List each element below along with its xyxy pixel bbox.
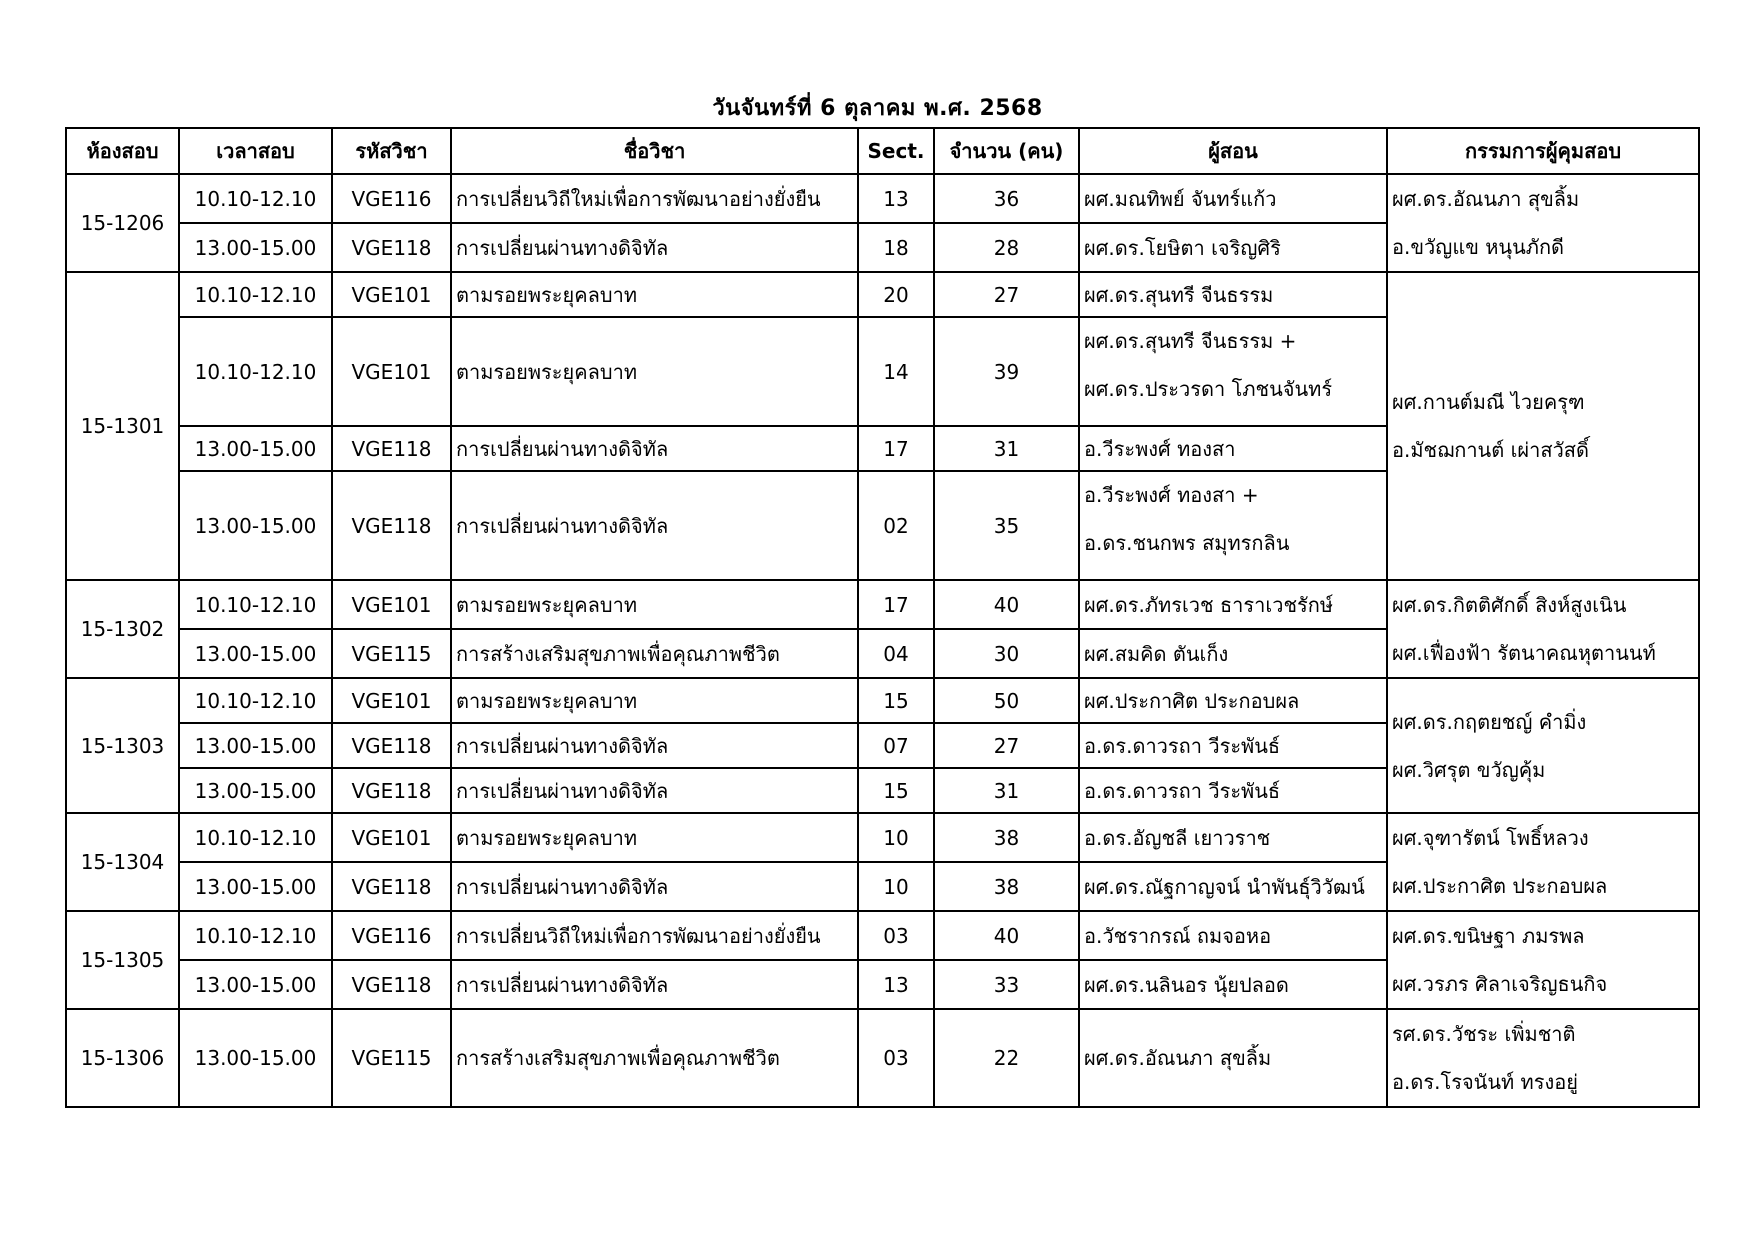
course-name-cell: ตามรอยพระยุคลบาท	[451, 317, 858, 426]
proctors-cell	[1387, 813, 1699, 911]
course-name-cell: การเปลี่ยนผ่านทางดิจิทัล	[451, 768, 858, 813]
course-code-cell: VGE101	[332, 580, 451, 629]
student-count-cell: 40	[934, 580, 1079, 629]
student-count-cell: 38	[934, 813, 1079, 862]
proctor-name: ผศ.ดร.กิตติศักดิ์ สิงห์สูงเนิน	[1392, 593, 1627, 617]
header-count: จำนวน (คน)	[934, 128, 1079, 174]
student-count-cell: 31	[934, 768, 1079, 813]
table-row	[66, 580, 1699, 629]
student-count-cell: 22	[934, 1009, 1079, 1107]
student-count-cell: 39	[934, 317, 1079, 426]
proctors-cell	[1387, 678, 1699, 813]
proctors-cell	[1387, 580, 1699, 678]
section-cell: 17	[858, 426, 934, 471]
instructor-cell	[1079, 678, 1387, 723]
section-cell: 15	[858, 678, 934, 723]
instructor-cell	[1079, 317, 1387, 426]
course-name-cell: การสร้างเสริมสุขภาพเพื่อคุณภาพชีวิต	[451, 629, 858, 678]
course-code-cell: VGE118	[332, 426, 451, 471]
course-name-cell: ตามรอยพระยุคลบาท	[451, 272, 858, 317]
proctor-name: ผศ.จุฑารัตน์ โพธิ์หลวง	[1392, 826, 1589, 850]
table-row	[66, 272, 1699, 317]
course-name-cell: การเปลี่ยนผ่านทางดิจิทัล	[451, 426, 858, 471]
course-code-cell: VGE101	[332, 317, 451, 426]
instructor-name: อ.ดร.อัญชลี เยาวราช	[1084, 825, 1271, 850]
course-code-cell: VGE118	[332, 223, 451, 272]
proctor-name: ผศ.ประกาศิต ประกอบผล	[1392, 874, 1608, 898]
instructor-cell	[1079, 629, 1387, 678]
instructor-name: ผศ.ดร.นลินอร นุ้ยปลอด	[1084, 972, 1289, 997]
course-name-cell: การเปลี่ยนผ่านทางดิจิทัล	[451, 223, 858, 272]
student-count-cell: 35	[934, 471, 1079, 580]
instructor-name: อ.วัชรากรณ์ ถมจอหอ	[1084, 923, 1272, 948]
student-count-cell: 38	[934, 862, 1079, 911]
room-cell: 15-1206	[66, 174, 179, 272]
proctors-cell	[1387, 272, 1699, 580]
exam-time-cell: 13.00-15.00	[179, 1009, 332, 1107]
instructor-name: ผศ.ดร.สุนทรี จีนธรรม	[1084, 282, 1274, 307]
course-code-cell: VGE116	[332, 174, 451, 223]
exam-time-cell: 13.00-15.00	[179, 223, 332, 272]
course-name-cell: การสร้างเสริมสุขภาพเพื่อคุณภาพชีวิต	[451, 1009, 858, 1107]
proctors-cell	[1387, 174, 1699, 272]
section-cell: 10	[858, 813, 934, 862]
student-count-cell: 33	[934, 960, 1079, 1009]
room-cell: 15-1302	[66, 580, 179, 678]
course-name-cell: การเปลี่ยนวิถีใหม่เพื่อการพัฒนาอย่างยั่งยืน	[451, 174, 858, 223]
exam-time-cell: 13.00-15.00	[179, 629, 332, 678]
instructor-name: อ.ดร.ดาวรถา วีระพันธ์	[1084, 778, 1281, 803]
student-count-cell: 40	[934, 911, 1079, 960]
header-time: เวลาสอบ	[179, 128, 332, 174]
room-cell: 15-1303	[66, 678, 179, 813]
proctor-name: ผศ.ดร.ขนิษฐา ภมรพล	[1392, 924, 1585, 948]
instructor-cell	[1079, 862, 1387, 911]
table-row	[66, 911, 1699, 960]
instructor-name: ผศ.ดร.ณัฐกาญจน์ นำพันธุ์วิวัฒน์	[1084, 874, 1365, 899]
exam-schedule-table	[65, 127, 1700, 1108]
instructor-cell	[1079, 911, 1387, 960]
header-code: รหัสวิชา	[332, 128, 451, 174]
instructor-name: อ.วีระพงศ์ ทองสา +	[1084, 483, 1259, 507]
instructor-name: ผศ.ประกาศิต ประกอบผล	[1084, 688, 1300, 713]
header-instructor: ผู้สอน	[1079, 128, 1387, 174]
instructor-name: ผศ.มณทิพย์ จันทร์แก้ว	[1084, 186, 1277, 211]
instructor-name: อ.ดร.ชนกพร สมุทรกลิน	[1084, 531, 1290, 555]
table-row	[66, 174, 1699, 223]
instructor-cell	[1079, 960, 1387, 1009]
instructor-cell	[1079, 768, 1387, 813]
proctor-name: ผศ.ดร.อัณนภา สุขลิ้ม	[1392, 187, 1580, 211]
room-cell: 15-1306	[66, 1009, 179, 1107]
exam-time-cell: 13.00-15.00	[179, 960, 332, 1009]
course-code-cell: VGE118	[332, 471, 451, 580]
course-name-cell: ตามรอยพระยุคลบาท	[451, 580, 858, 629]
exam-time-cell: 10.10-12.10	[179, 272, 332, 317]
student-count-cell: 30	[934, 629, 1079, 678]
section-cell: 17	[858, 580, 934, 629]
instructor-cell	[1079, 471, 1387, 580]
course-code-cell: VGE118	[332, 960, 451, 1009]
proctors-cell	[1387, 911, 1699, 1009]
room-cell: 15-1305	[66, 911, 179, 1009]
proctor-name: ผศ.กานต์มณี ไวยครุฑ	[1392, 390, 1585, 414]
course-name-cell: การเปลี่ยนผ่านทางดิจิทัล	[451, 960, 858, 1009]
table-row	[66, 678, 1699, 723]
student-count-cell: 50	[934, 678, 1079, 723]
section-cell: 04	[858, 629, 934, 678]
table-row	[66, 1009, 1699, 1107]
instructor-name: ผศ.สมคิด ตันเก็ง	[1084, 641, 1229, 666]
instructor-cell	[1079, 1009, 1387, 1107]
header-proctors: กรรมการผู้คุมสอบ	[1387, 128, 1699, 174]
exam-time-cell: 13.00-15.00	[179, 768, 332, 813]
exam-time-cell: 13.00-15.00	[179, 426, 332, 471]
header-course: ชื่อวิชา	[451, 128, 858, 174]
exam-time-cell: 13.00-15.00	[179, 471, 332, 580]
exam-time-cell: 10.10-12.10	[179, 678, 332, 723]
student-count-cell: 31	[934, 426, 1079, 471]
exam-time-cell: 10.10-12.10	[179, 317, 332, 426]
section-cell: 20	[858, 272, 934, 317]
student-count-cell: 27	[934, 272, 1079, 317]
proctors-cell	[1387, 1009, 1699, 1107]
proctor-name: ผศ.วรภร ศิลาเจริญธนกิจ	[1392, 972, 1608, 996]
course-code-cell: VGE101	[332, 678, 451, 723]
course-name-cell: การเปลี่ยนผ่านทางดิจิทัล	[451, 723, 858, 768]
section-cell: 18	[858, 223, 934, 272]
proctor-name: รศ.ดร.วัชระ เพิ่มชาติ	[1392, 1022, 1576, 1046]
student-count-cell: 27	[934, 723, 1079, 768]
section-cell: 10	[858, 862, 934, 911]
instructor-cell	[1079, 426, 1387, 471]
section-cell: 03	[858, 1009, 934, 1107]
section-cell: 03	[858, 911, 934, 960]
room-cell: 15-1301	[66, 272, 179, 580]
exam-time-cell: 10.10-12.10	[179, 580, 332, 629]
course-name-cell: การเปลี่ยนวิถีใหม่เพื่อการพัฒนาอย่างยั่งยืน	[451, 911, 858, 960]
proctor-name: อ.มัชฌกานต์ เผ่าสวัสดิ์	[1392, 438, 1589, 462]
section-cell: 14	[858, 317, 934, 426]
course-code-cell: VGE118	[332, 862, 451, 911]
header-sect: Sect.	[858, 128, 934, 174]
instructor-name: ผศ.ดร.โยษิตา เจริญศิริ	[1084, 235, 1281, 260]
student-count-cell: 28	[934, 223, 1079, 272]
instructor-cell	[1079, 813, 1387, 862]
section-cell: 13	[858, 960, 934, 1009]
proctor-name: อ.ดร.โรจนันท์ ทรงอยู่	[1392, 1070, 1578, 1094]
proctor-name: ผศ.ดร.กฤตยชญ์ คำมิ่ง	[1392, 709, 1587, 734]
proctor-name: ผศ.เฟื่องฟ้า รัตนาคณหุตานนท์	[1392, 641, 1656, 665]
instructor-cell	[1079, 223, 1387, 272]
course-code-cell: VGE118	[332, 768, 451, 813]
proctor-name: ผศ.วิศรุต ขวัญคุ้ม	[1392, 757, 1546, 782]
course-code-cell: VGE101	[332, 272, 451, 317]
course-code-cell: VGE115	[332, 1009, 451, 1107]
instructor-cell	[1079, 272, 1387, 317]
course-name-cell: การเปลี่ยนผ่านทางดิจิทัล	[451, 862, 858, 911]
page-title: วันจันทร์ที่ 6 ตุลาคม พ.ศ. 2568	[712, 96, 1043, 121]
course-code-cell: VGE115	[332, 629, 451, 678]
room-cell: 15-1304	[66, 813, 179, 911]
exam-time-cell: 10.10-12.10	[179, 174, 332, 223]
exam-time-cell: 10.10-12.10	[179, 813, 332, 862]
instructor-cell	[1079, 174, 1387, 223]
course-name-cell: ตามรอยพระยุคลบาท	[451, 813, 858, 862]
instructor-name: ผศ.ดร.สุนทรี จีนธรรม +	[1084, 329, 1297, 353]
exam-time-cell: 13.00-15.00	[179, 723, 332, 768]
instructor-name: อ.วีระพงศ์ ทองสา	[1084, 436, 1236, 461]
course-name-cell: การเปลี่ยนผ่านทางดิจิทัล	[451, 471, 858, 580]
instructor-name: ผศ.ดร.ประวรดา โภชนจันทร์	[1084, 377, 1333, 401]
instructor-name: ผศ.ดร.อัณนภา สุขลิ้ม	[1084, 1046, 1272, 1070]
header-room: ห้องสอบ	[66, 128, 179, 174]
instructor-name: อ.ดร.ดาวรถา วีระพันธ์	[1084, 733, 1281, 758]
section-cell: 15	[858, 768, 934, 813]
instructor-cell	[1079, 723, 1387, 768]
table-row	[66, 813, 1699, 862]
section-cell: 02	[858, 471, 934, 580]
exam-time-cell: 10.10-12.10	[179, 911, 332, 960]
proctor-name: อ.ขวัญแข หนุนภักดี	[1392, 235, 1565, 259]
header-row	[66, 128, 1699, 174]
course-code-cell: VGE116	[332, 911, 451, 960]
course-code-cell: VGE118	[332, 723, 451, 768]
course-name-cell: ตามรอยพระยุคลบาท	[451, 678, 858, 723]
instructor-name: ผศ.ดร.ภัทรเวช ธาราเวชรักษ์	[1084, 592, 1334, 617]
exam-time-cell: 13.00-15.00	[179, 862, 332, 911]
student-count-cell: 36	[934, 174, 1079, 223]
section-cell: 13	[858, 174, 934, 223]
section-cell: 07	[858, 723, 934, 768]
course-code-cell: VGE101	[332, 813, 451, 862]
instructor-cell	[1079, 580, 1387, 629]
